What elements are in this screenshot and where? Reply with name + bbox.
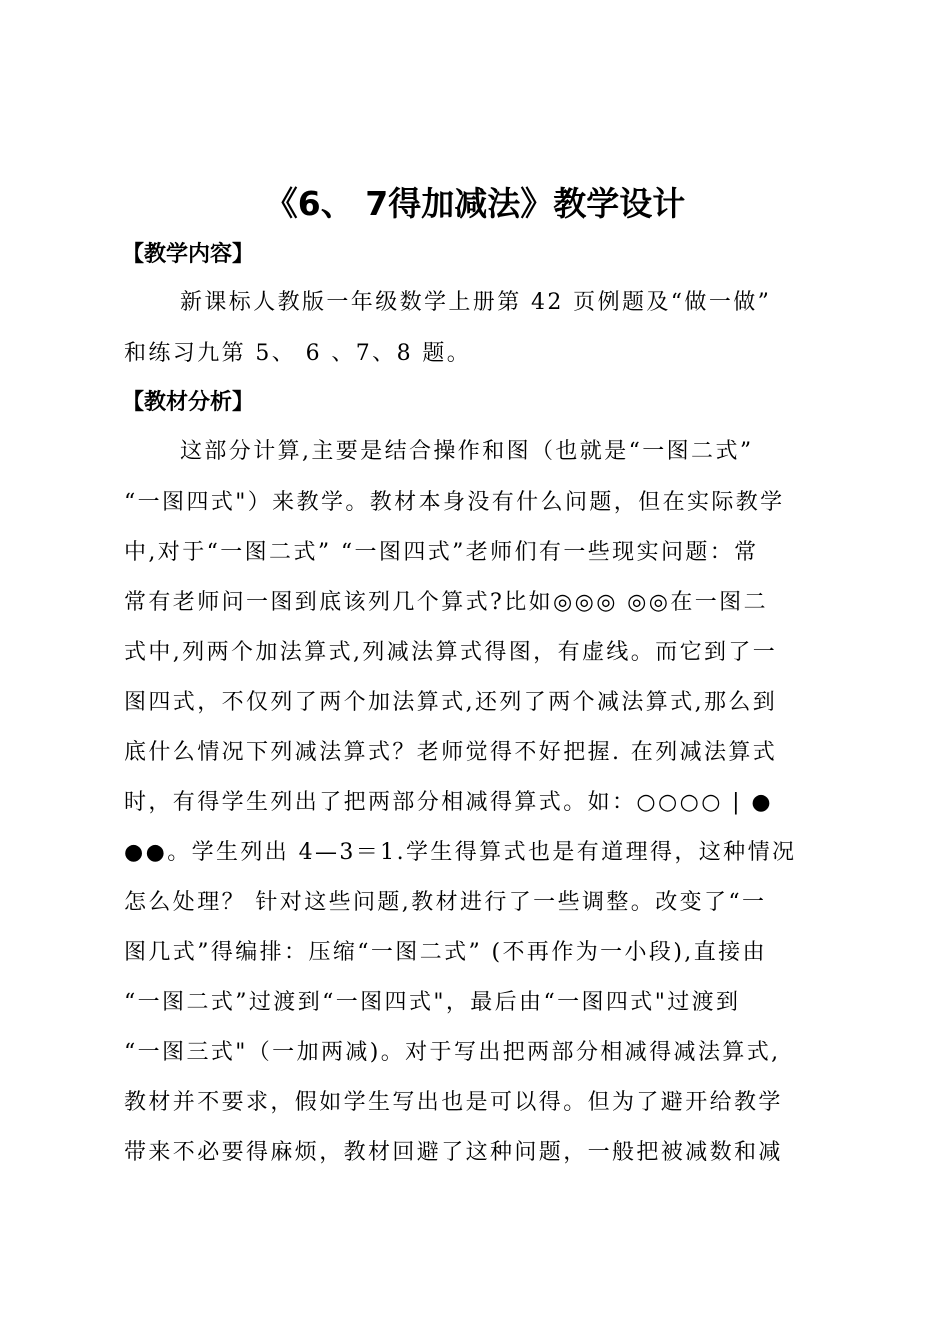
paragraph-line: 底什么情况下列减法算式？老师觉得不好把握. 在列减法算式: [124, 740, 778, 765]
paragraph-line: 新课标人教版一年级数学上册第 42 页例题及“做一做”: [180, 290, 772, 315]
document-title: 《6、 7得加减法》教学设计: [264, 184, 686, 223]
paragraph-line: 常有老师问一图到底该列几个算式?比如◎◎◎ ◎◎在一图二: [124, 590, 768, 615]
paragraph-line: 图几式”得编排：压缩“一图二式” (不再作为一小段),直接由: [124, 940, 767, 965]
paragraph-line: 和练习九第 5、 6 、7、8 题。: [124, 341, 472, 366]
paragraph-line: ●●。学生列出 4—3＝1.学生得算式也是有道理得，这种情况: [124, 840, 797, 865]
paragraph-line: “一图四式"）来教学。教材本身没有什么问题，但在实际教学: [124, 490, 785, 515]
paragraph-line: “一图二式”过渡到“一图四式"，最后由“一图四式"过渡到: [124, 990, 741, 1015]
paragraph-line: 怎么处理？ 针对这些问题,教材进行了一些调整。改变了“一: [124, 890, 767, 915]
paragraph-line: 中,对于“一图二式” “一图四式”老师们有一些现实问题：常: [124, 540, 759, 565]
paragraph-line: 这部分计算,主要是结合操作和图（也就是“一图二式”: [180, 439, 754, 464]
paragraph-line: “一图三式"（一加两减)。对于写出把两部分相减得减法算式,: [124, 1040, 781, 1065]
paragraph-line: 带来不必要得麻烦，教材回避了这种问题，一般把被减数和减: [124, 1140, 783, 1165]
paragraph-line: 时，有得学生列出了把两部分相减得算式。如：○○○○ | ●: [124, 790, 773, 815]
paragraph-line: 图四式，不仅列了两个加法算式,还列了两个减法算式,那么到: [124, 690, 778, 715]
paragraph-line: 教材并不要求，假如学生写出也是可以得。但为了避开给教学: [124, 1090, 783, 1115]
section-heading-analysis: 【教材分析】: [122, 390, 255, 415]
paragraph-line: 式中,列两个加法算式,列减法算式得图，有虚线。而它到了一: [124, 640, 778, 665]
section-heading-content: 【教学内容】: [122, 242, 255, 267]
